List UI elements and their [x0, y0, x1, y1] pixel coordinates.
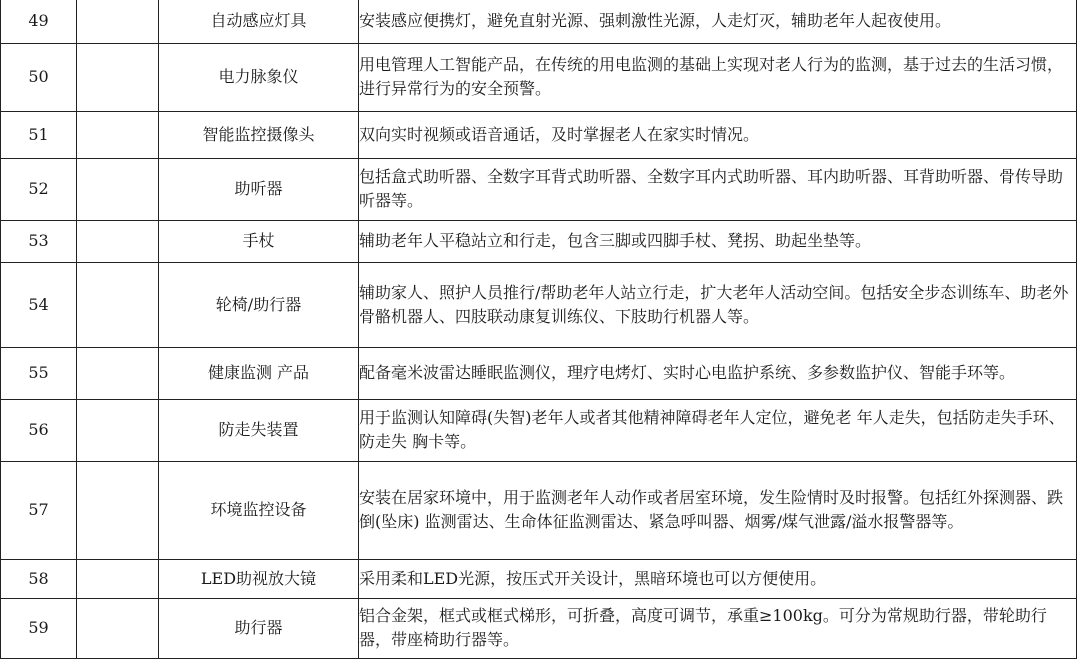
- product-description: 辅助老年人平稳站立和行走，包含三脚或四脚手杖、凳拐、助起坐垫等。: [359, 220, 1077, 262]
- row-number: 51: [1, 111, 77, 158]
- product-description: 安装在居家环境中，用于监测老年人动作或者居室环境，发生险情时及时报警。包括红外探测器、跌倒(坠床) 监测雷达、生命体征监测雷达、紧急呼叫器、烟雾/煤气泄露/溢水报警器等。: [359, 461, 1077, 559]
- product-description: 配备毫米波雷达睡眠监测仪，理疗电烤灯、实时心电监护系统、多参数监护仪、智能手环等。: [359, 347, 1077, 399]
- row-number: 54: [1, 262, 77, 347]
- product-name: 助听器: [159, 158, 359, 220]
- product-name: 防走失装置: [159, 399, 359, 461]
- product-description: 用于监测认知障碍(失智)老年人或者其他精神障碍老年人定位，避免老 年人走失，包括防走失手环、防走失 胸卡等。: [359, 399, 1077, 461]
- product-description: 辅助家人、照护人员推行/帮助老年人站立行走，扩大老年人活动空间。包括安全步态训练车、助老外骨骼机器人、四肢联动康复训练仪、下肢助行机器人等。: [359, 262, 1077, 347]
- empty-cell: [77, 559, 159, 598]
- product-name: 环境监控设备: [159, 461, 359, 559]
- product-name: 轮椅/助行器: [159, 262, 359, 347]
- row-number: 52: [1, 158, 77, 220]
- product-description: 采用柔和LED光源，按压式开关设计，黑暗环境也可以方便使用。: [359, 559, 1077, 598]
- row-number: 57: [1, 461, 77, 559]
- empty-cell: [77, 461, 159, 559]
- row-number: 56: [1, 399, 77, 461]
- empty-cell: [77, 158, 159, 220]
- table-row: [1, 347, 1077, 399]
- table-row: [1, 158, 1077, 220]
- product-name: 助行器: [159, 598, 359, 658]
- product-name: 健康监测 产品: [159, 347, 359, 399]
- table-row: [1, 461, 1077, 559]
- product-description: 双向实时视频或语音通话，及时掌握老人在家实时情况。: [359, 111, 1077, 158]
- table-row: [1, 559, 1077, 598]
- empty-cell: [77, 399, 159, 461]
- empty-cell: [77, 347, 159, 399]
- table-row: [1, 43, 1077, 111]
- product-name: 智能监控摄像头: [159, 111, 359, 158]
- empty-cell: [77, 598, 159, 658]
- row-number: 50: [1, 43, 77, 111]
- row-number: 58: [1, 559, 77, 598]
- empty-cell: [77, 262, 159, 347]
- table-row: [1, 598, 1077, 658]
- product-name: 手杖: [159, 220, 359, 262]
- row-number: 55: [1, 347, 77, 399]
- product-name: 自动感应灯具: [159, 0, 359, 43]
- empty-cell: [77, 43, 159, 111]
- table-row: [1, 111, 1077, 158]
- empty-cell: [77, 220, 159, 262]
- product-name: 电力脉象仪: [159, 43, 359, 111]
- product-description: 安装感应便携灯，避免直射光源、强刺激性光源，人走灯灭，辅助老年人起夜使用。: [359, 0, 1077, 43]
- product-description: 铝合金架，框式或框式梯形，可折叠，高度可调节，承重≥100kg。可分为常规助行器，带轮助行器，带座椅助行器等。: [359, 598, 1077, 658]
- table-row: [1, 0, 1077, 43]
- row-number: 49: [1, 0, 77, 43]
- table-row: [1, 220, 1077, 262]
- empty-cell: [77, 0, 159, 43]
- product-description: 包括盒式助听器、全数字耳背式助听器、全数字耳内式助听器、耳内助听器、耳背助听器、骨传导助听器等。: [359, 158, 1077, 220]
- table-row: [1, 399, 1077, 461]
- table-row: [1, 262, 1077, 347]
- row-number: 53: [1, 220, 77, 262]
- product-description: 用电管理人工智能产品，在传统的用电监测的基础上实现对老人行为的监测，基于过去的生活习惯，进行异常行为的安全预警。: [359, 43, 1077, 111]
- row-number: 59: [1, 598, 77, 658]
- empty-cell: [77, 111, 159, 158]
- product-name: LED助视放大镜: [159, 559, 359, 598]
